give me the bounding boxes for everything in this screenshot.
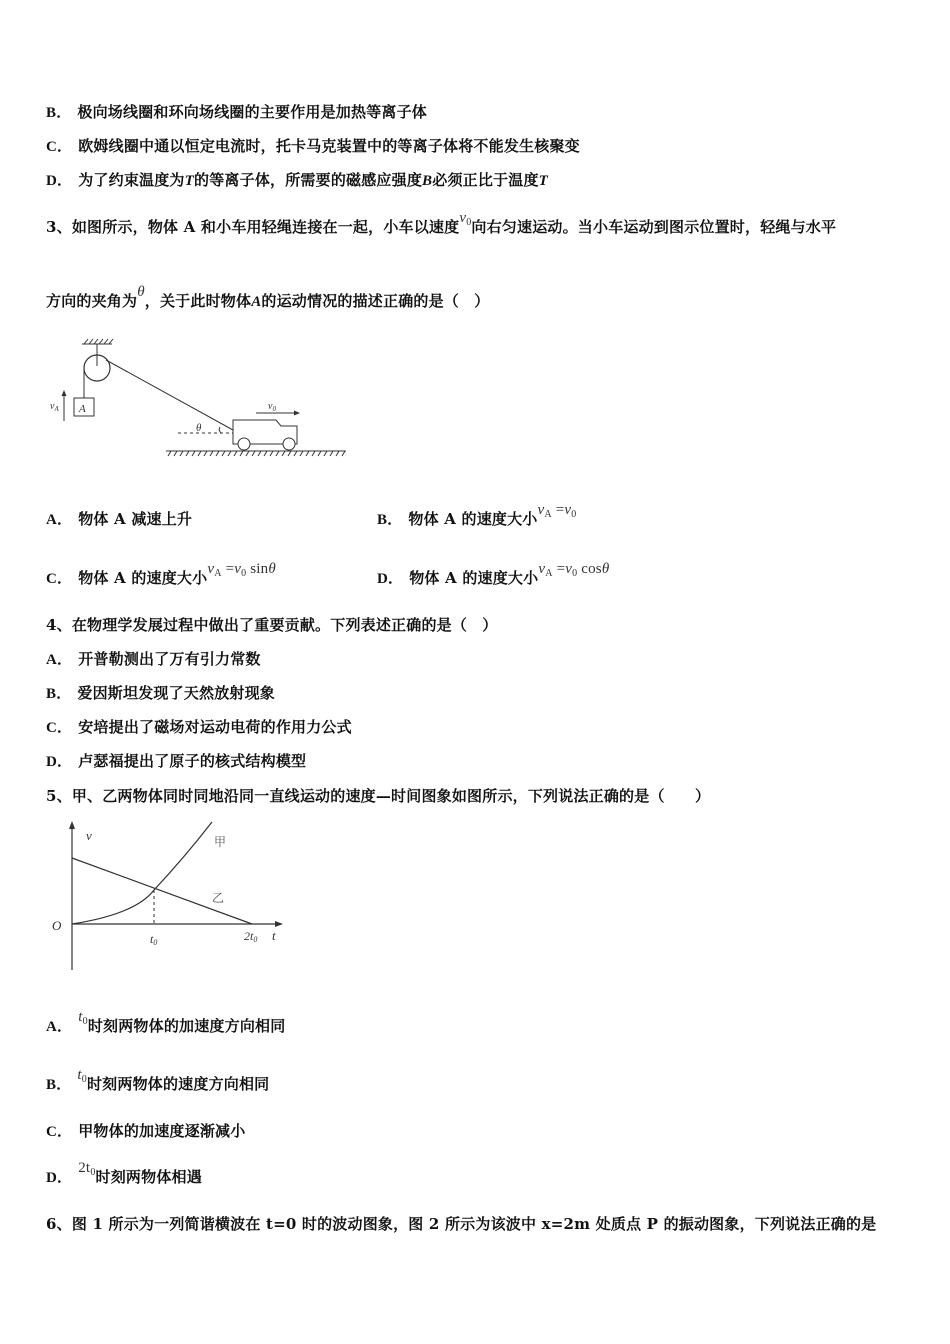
svg-text:甲: 甲 xyxy=(214,835,227,849)
q5-option-b: B．$t_0$时刻两物体的速度方向相同 xyxy=(46,1067,270,1093)
svg-text:v0: $v_0$ xyxy=(268,401,276,413)
q5-option-d: D．$2t_0$时刻两物体相遇 xyxy=(46,1160,202,1186)
q4-option-d: D． 卢瑟福提出了原子的核式结构模型 xyxy=(46,752,307,770)
svg-text:t0: t0 xyxy=(150,932,158,947)
t0-symbol: $t_0$ xyxy=(77,1067,87,1085)
formula-va-eq-v0-cos-theta: $v_A =v_0$ cosθ xyxy=(538,561,610,579)
q3-option-b: B． 物体 A 的速度大小$v_A =v_0$ xyxy=(377,502,577,528)
q5-option-c: C． 甲物体的加速度逐渐减小 xyxy=(46,1122,246,1140)
svg-text:O: O xyxy=(52,918,62,933)
q4-option-c: C． 安培提出了磁场对运动电荷的作用力公式 xyxy=(46,718,352,736)
q2-option-b: B． 极向场线圈和环向场线圈的主要作用是加热等离子体 xyxy=(46,103,428,121)
line-yi xyxy=(72,858,252,924)
svg-text:θ: θ xyxy=(196,422,202,434)
q4-option-b: B． 爱因斯坦发现了天然放射现象 xyxy=(46,684,276,702)
q3-stem-line1: 3、如图所示，物体 A 和小车用轻绳连接在一起，小车以速度$v_0$向右匀速运动。当小车运动到图示位置时，轻绳与水平 xyxy=(46,210,837,236)
svg-text:v: v xyxy=(86,828,92,843)
q5-stem: 5、甲、乙两物体同时同地沿同一直线运动的速度—时间图象如图所示，下列说法正确的是（ ） xyxy=(46,787,711,805)
svg-text:t: t xyxy=(272,928,276,943)
svg-text:2t0: 2t0 xyxy=(244,929,258,944)
q3-option-c: C． 物体 A 的速度大小$v_A =v_0$ sinθ xyxy=(46,561,276,587)
theta-symbol: θ xyxy=(137,284,145,300)
q3-pulley-car-figure xyxy=(44,336,354,464)
curve-jia xyxy=(72,822,212,924)
q3-option-d: D． 物体 A 的速度大小$v_A =v_0$ cosθ xyxy=(377,561,610,587)
formula-va-eq-v0-sin-theta: $v_A =v_0$ sinθ xyxy=(207,561,276,579)
q3-option-a: A． 物体 A 减速上升 xyxy=(46,510,193,528)
t0-symbol: $t_0$ xyxy=(78,1009,88,1027)
svg-text:A: A xyxy=(79,403,86,415)
v0-symbol: $v_0$ xyxy=(459,210,472,228)
svg-text:乙: 乙 xyxy=(212,891,225,905)
2t0-symbol: $2t_0$ xyxy=(78,1160,96,1178)
svg-text:vA: $v_A$ xyxy=(50,401,59,413)
q3-stem-line2: 方向的夹角为θ，关于此时物体A的运动情况的描述正确的是（ ） xyxy=(46,284,490,310)
q4-stem: 4、在物理学发展过程中做出了重要贡献。下列表述正确的是（ ） xyxy=(46,616,498,634)
q2-option-d: D． 为了约束温度为T的等离子体，所需要的磁感应强度B必须正比于温度T xyxy=(46,171,549,189)
q5-vt-graph xyxy=(46,818,286,974)
q2-option-c: C． 欧姆线圈中通以恒定电流时，托卡马克装置中的等离子体将不能发生核聚变 xyxy=(46,137,580,155)
q5-option-a: A．$t_0$时刻两物体的加速度方向相同 xyxy=(46,1009,286,1035)
q6-stem: 6、图 1 所示为一列简谐横波在 t=0 时的波动图象，图 2 所示为该波中 x=2m 处质点 P 的振动图象，下列说法正确的是 xyxy=(46,1215,877,1233)
q4-option-a: A． 开普勒测出了万有引力常数 xyxy=(46,650,261,668)
formula-va-eq-v0: $v_A =v_0$ xyxy=(537,502,577,520)
ground-hatch xyxy=(166,451,346,456)
